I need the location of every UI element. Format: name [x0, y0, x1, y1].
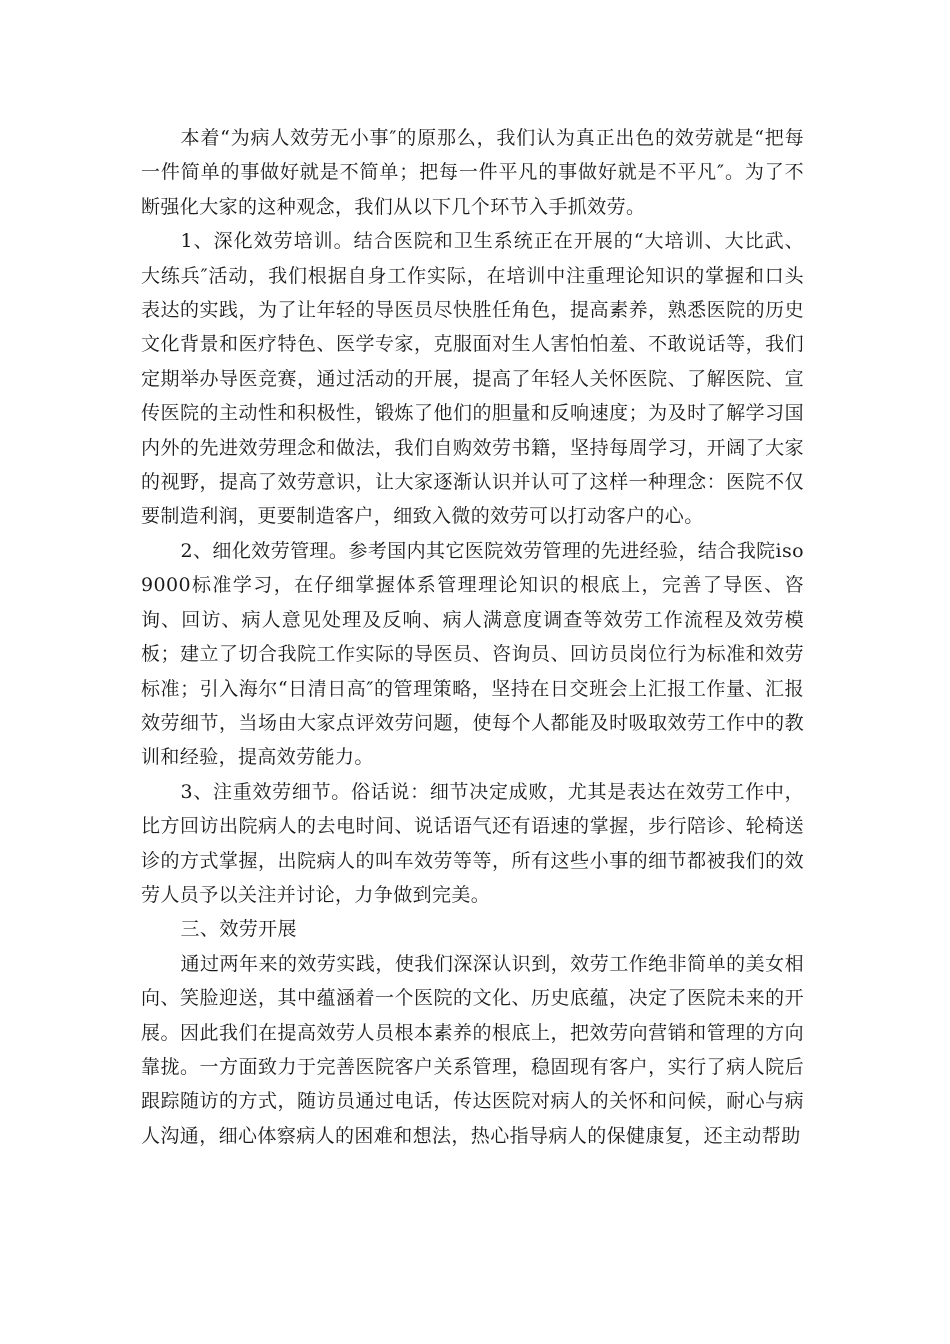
- document-body: [141, 121, 804, 1153]
- paragraph-intro: 本着“为病人效劳无小事″的原那么，我们认为真正出色的效劳就是“把每一件简单的事做好就是不简单；把每一件平凡的事做好就是不平凡″。为了不断强化大家的这种观念，我们从以下几个环节入手抓效劳。: [141, 127, 804, 218]
- section-heading-service-development: 三、效劳开展: [180, 918, 297, 941]
- paragraph-service-management: 2、细化效劳管理。参考国内其它医院效劳管理的先进经验，结合我院iso9000标准学习，在仔细掌握体系管理理论知识的根底上，完善了导医、咨询、回访、病人意见处理及反响、病人满意度调查等效劳工作流程及效劳模板；建立了切合我院工作实际的导医员、咨询员、回访员岗位行为标准和效劳标准；引入海尔“日清日高″的管理策略，坚持在日交班会上汇报工作量、汇报效劳细节，当场由大家点评效劳问题，使每个人都能及时吸取效劳工作中的教训和经验，提高效劳能力。: [141, 539, 804, 769]
- paragraph-service-practice: 通过两年来的效劳实践，使我们深深认识到，效劳工作绝非简单的美女相向、笑脸迎送，其中蕴涵着一个医院的文化、历史底蕴，决定了医院未来的开展。因此我们在提高效劳人员根本素养的根底上，把效劳向营销和管理的方向靠拢。一方面致力于完善医院客户关系管理，稳固现有客户，实行了病人院后跟踪随访的方式，随访员通过电话，传达医院对病人的关怀和问候，耐心与病人沟通，细心体察病人的困难和想法，热心指导病人的保健康复，还主动帮助: [141, 952, 804, 1147]
- paragraph-service-details: 3、注重效劳细节。俗话说：细节决定成败，尤其是表达在效劳工作中，比方回访出院病人的去电时间、说话语气还有语速的掌握，步行陪诊、轮椅送诊的方式掌握，出院病人的叫车效劳等等，所有这些小事的细节都被我们的效劳人员予以关注并讨论，力争做到完美。: [141, 780, 804, 906]
- paragraph-service-training: 1、深化效劳培训。结合医院和卫生系统正在开展的“大培训、大比武、大练兵″活动，我们根据自身工作实际，在培训中注重理论知识的掌握和口头表达的实践，为了让年轻的导医员尽快胜任角色，提高素养，熟悉医院的历史文化背景和医疗特色、医学专家，克服面对生人害怕怕羞、不敢说话等，我们定期举办导医竞赛，通过活动的开展，提高了年轻人关怀医院、了解医院、宣传医院的主动性和积极性，锻炼了他们的胆量和反响速度；为及时了解学习国内外的先进效劳理念和做法，我们自购效劳书籍，坚持每周学习，开阔了大家的视野，提高了效劳意识，让大家逐渐认识并认可了这样一种理念：医院不仅要制造利润，更要制造客户，细致入微的效劳可以打动客户的心。: [141, 230, 804, 528]
